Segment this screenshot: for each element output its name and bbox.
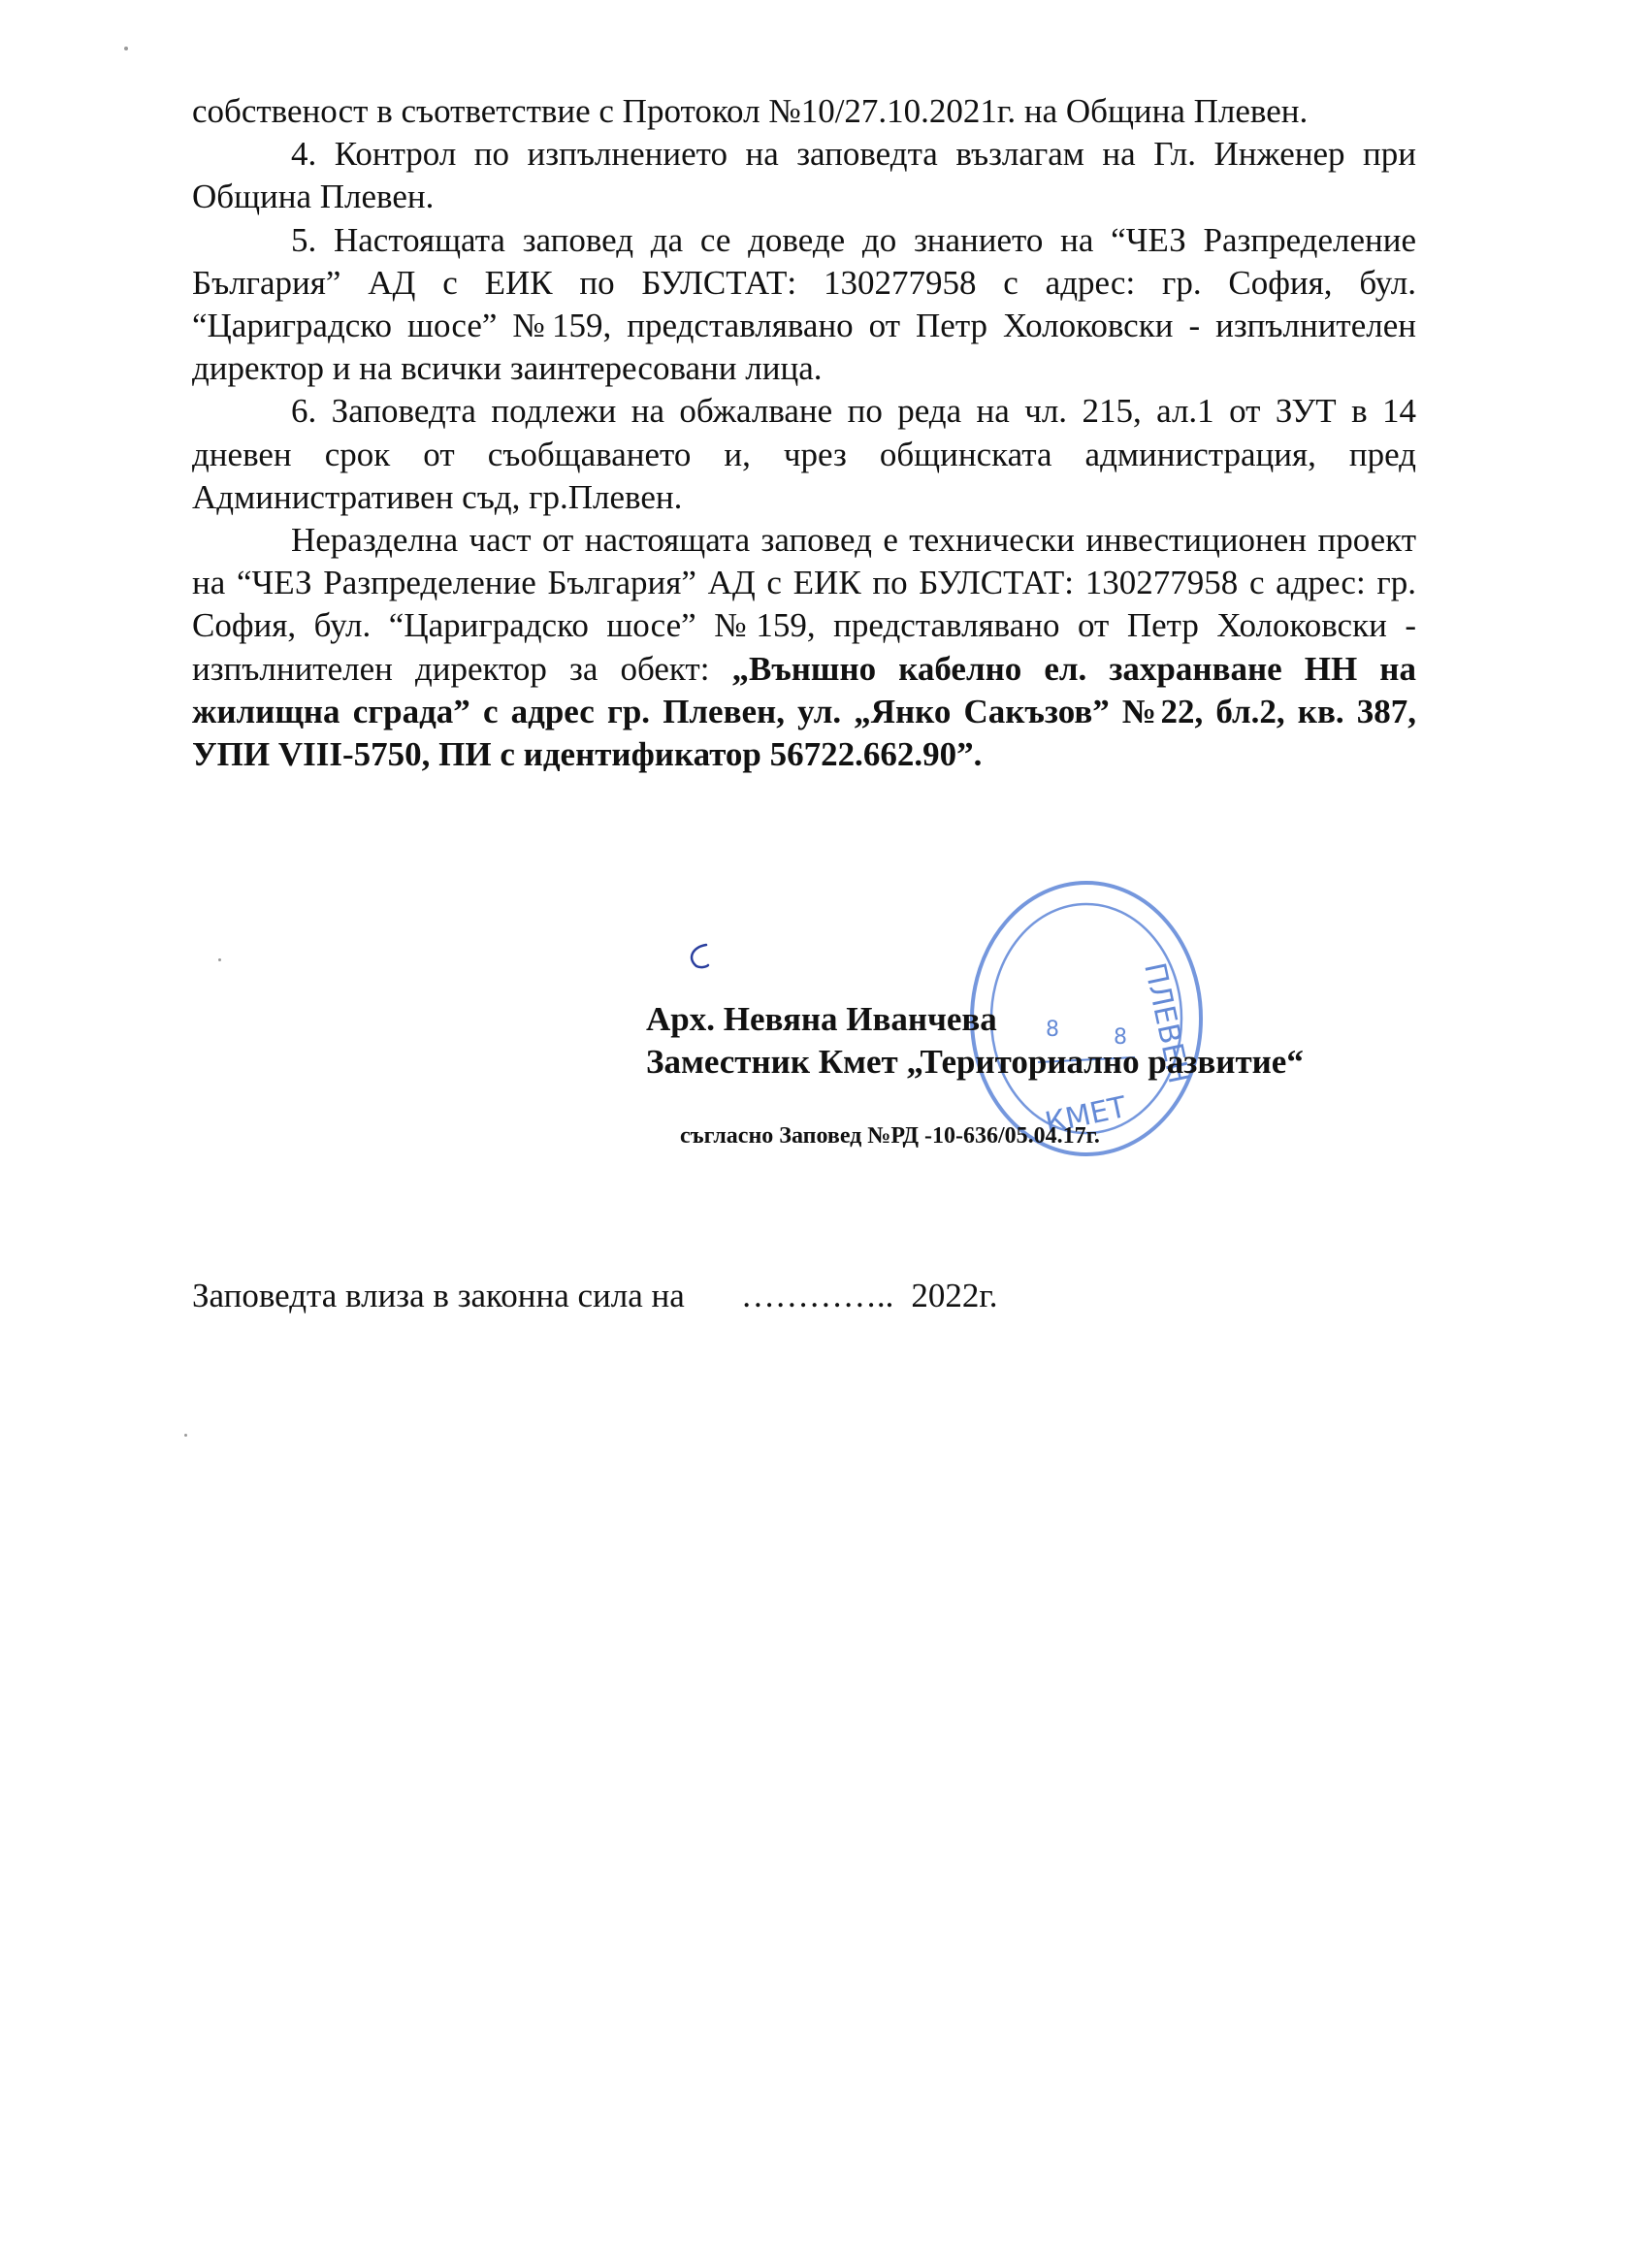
signatory-name: Арх. Невяна Иванчева	[646, 1000, 997, 1038]
legal-effect-date-placeholder: …………..	[740, 1277, 894, 1314]
legal-effect-label: Заповедта влиза в законна сила на	[192, 1277, 685, 1314]
body-text	[192, 90, 1416, 776]
paragraph-item-5: 5. Настоящата заповед да се доведе до знанието на “ЧЕЗ Разпределение България” АД с ЕИК по БУЛСТАТ: 130277958 с адрес: гр. София, бул. “Цариградско шосе” №159, представлявано от Петр Холоковски - изпълнителен директор и на всички заинтересовани лица.	[192, 220, 1416, 388]
legal-effect-year: 2022г.	[911, 1277, 998, 1314]
paragraph-ownership: собственост в съответствие с Протокол №10/27.10.2021г. на Община Плевен.	[192, 92, 1309, 130]
scan-speck	[124, 47, 128, 50]
paragraph-integral-part	[192, 519, 1416, 776]
paragraph-item-4: 4. Контрол по изпълнението на заповедта възлагам на Гл. Инженер при Община Плевен.	[192, 135, 1416, 216]
legal-effect-line	[192, 1277, 997, 1315]
signature-block	[646, 998, 1304, 1084]
stamp-text-top: ПЛЕВЕН	[1137, 959, 1196, 1087]
stamp-digit-left: 8	[1046, 1018, 1059, 1042]
integral-part-lead: Неразделна част от настоящата заповед е технически инвестиционен проект на “ЧЕЗ Разпределение България” АД с ЕИК по БУЛСТАТ: 130277958 с адрес: гр. София, бул. “Цариградско шосе” №159, представлявано от Петр Холоковски - изпълнителен директор за обект:	[192, 521, 1416, 688]
authority-order: съгласно Заповед №РД -10-636/05.04.17г.	[680, 1123, 1100, 1149]
stamp-text-bottom: КМЕТ	[1042, 1090, 1130, 1141]
paragraph-item-6: 6. Заповедта подлежи на обжалване по реда на чл. 215, ал.1 от ЗУТ в 14 дневен срок от съобщаването и, чрез общинската администрация, пред Административен съд, гр.Плевен.	[192, 392, 1416, 516]
stamp-digit-right: 8	[1114, 1025, 1127, 1050]
scan-speck	[218, 958, 221, 961]
signatory-position: Заместник Кмет „Териториално развитие“	[646, 1043, 1304, 1081]
handwritten-initial-icon	[679, 937, 718, 976]
scan-speck	[184, 1434, 187, 1437]
integral-part-object: „Външно кабелно ел. захранване НН на жилищна сграда” с адрес гр. Плевен, ул. „Янко Сакъзов” №22, бл.2, кв. 387, УПИ VIII-5750, ПИ с идентификатор 56722.662.90”.	[192, 649, 1416, 774]
